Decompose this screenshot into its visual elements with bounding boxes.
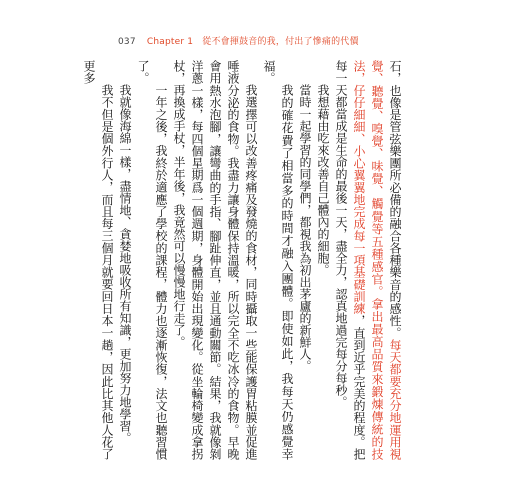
paragraph <box>296 60 314 460</box>
paragraph <box>116 60 134 460</box>
page-number: 037 <box>118 37 136 47</box>
body-text: 一年之後，我終於適應了學校的課程，體力也逐漸恢復，法文也聽習慣了。 <box>136 60 168 460</box>
paragraph <box>80 60 116 460</box>
body-text: 當時一起學習的同學們，都視我為初出茅廬的新鮮人。 <box>298 84 312 372</box>
body-text: 我選擇可以改善疼痛及發燒的食材，同時攝取一些能保護胃粘膜並促進唾液分泌的食物。我盡力讓身體保持溫暖，所以完全不吃冰冷的食物。早晚會用熱水泡腳，讓彎曲的手指、腳趾伸直，並且通動關節。結果，我就像剝洋蔥一樣，每四個星期爲一個週期，身體開始出現變化。從坐輪椅變成拿拐杖，再換成手杖，半年後，我竟然可以慢慢地行走了。 <box>172 60 258 460</box>
vertical-text-body <box>82 60 404 460</box>
chapter-title: 從不會揮鼓音的我，付出了慘痛的代價 <box>202 37 359 47</box>
body-text: 我就像海綿一樣，盡情地、貪婪地吸收所有知識，更加努力地學習。 <box>118 84 132 444</box>
paragraph <box>314 60 332 460</box>
paragraph <box>134 60 170 460</box>
chapter-label: Chapter 1 <box>146 37 194 47</box>
highlighted-text: 每天都要充分地運用視覺、聽覺、嗅覺、味覺、觸覺等五種感官。拿出最高品質來鍛煉傳統的技法，仔仔細細、小心翼翼地完成每一項基礎訓練 <box>352 60 402 460</box>
paragraph <box>332 60 404 460</box>
paragraph <box>170 60 260 460</box>
paragraph <box>260 60 296 460</box>
body-text: 我不但是個外行人，而且每三個月就要回日本一趟，因此比其他人花了更多 <box>82 60 114 460</box>
running-header <box>118 34 359 47</box>
body-text: 石，也像是管弦樂團所必備的融合各種樂音的感性。 <box>388 60 402 339</box>
body-text: 我想藉由吃來改善自己體內的細胞。 <box>316 84 330 276</box>
body-text: 我的確花費了相當多的時間才融入團體。即使如此，我每天仍感覺幸福。 <box>262 60 294 460</box>
body-text: ，直到近乎完美的程度。把每一天都當成是生命的最後一天，盡全力，認真地過完每分每秒。 <box>334 60 366 460</box>
